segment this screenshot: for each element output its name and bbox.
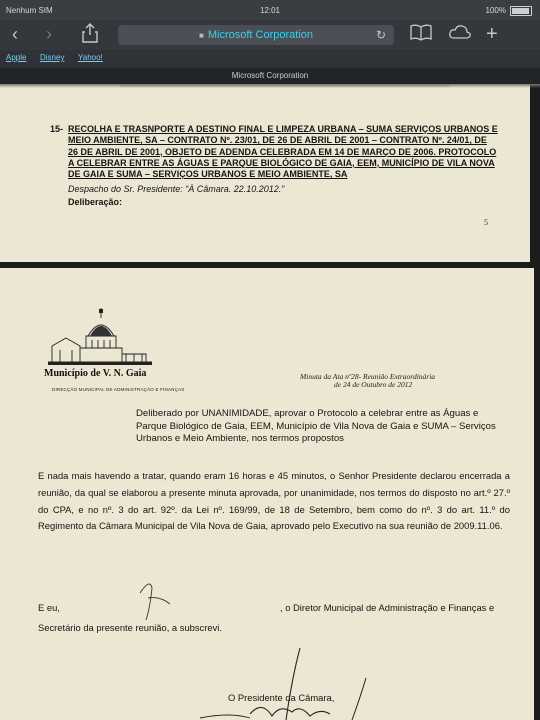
president-signature	[0, 268, 534, 720]
reload-icon[interactable]: ↻	[375, 28, 386, 42]
tab-title: Microsoft Corporation	[0, 68, 540, 84]
url-text: Microsoft Corporation	[207, 29, 313, 41]
chevron-right-icon[interactable]: ›	[46, 24, 52, 44]
e-eu-text: E eu,	[38, 602, 60, 613]
deliberado-paragraph: Deliberado por UNANIMIDADE, aprovar o Protocolo a celebrar entre as Águas e Parque Biológico de Gaia, EEM, Município de Vila Nova de Gaia e SUMA – Serviços Urbanos e Meio Ambiente, nos termos propostos	[136, 408, 496, 444]
status-bar	[0, 0, 540, 20]
plus-icon[interactable]: +	[486, 23, 498, 45]
document-page-1	[0, 84, 530, 262]
deliberacao-label: Deliberação:	[68, 197, 123, 207]
minuta-title: Minuta da Ata nº28- Reunião Extraordinária	[300, 372, 436, 381]
book-icon[interactable]	[410, 23, 432, 46]
bookmark-disney[interactable]: Disney	[40, 53, 65, 62]
bookmark-yahoo[interactable]: Yahoo!	[78, 53, 103, 62]
item-number: 15-	[50, 124, 64, 134]
address-bar[interactable]	[118, 25, 394, 45]
secretario-text: Secretário da presente reunião, a subscrevi.	[38, 622, 222, 633]
minuta-date: de 24 de Outubro de 2012	[334, 380, 413, 389]
lock-icon: ■	[199, 31, 204, 40]
browser-toolbar	[0, 20, 540, 50]
clock: 12:01	[259, 6, 281, 15]
document-page-2	[0, 268, 534, 720]
battery-icon	[510, 6, 532, 16]
bookmarks-bar	[0, 50, 540, 68]
diretor-text: , o Diretor Municipal de Administração e Finanças e	[280, 602, 495, 613]
president-label: O Presidente da Câmara,	[228, 692, 335, 703]
share-icon[interactable]	[82, 23, 98, 48]
closing-paragraph: E nada mais havendo a tratar, quando eram 16 horas e 45 minutos, o Senhor Presidente declarou encerrada a reunião, da qual se elaborou a presente minuta aprovada, por unanimidade, nos termos do disposto no art.º 27.º do CPA, e no nº. 3 do art. 92º. da Lei nº. 169/99, de 18 de Setembro, bem como do nº. 3 do art. 11.º do Regimento da Câmara Municipal de Vila Nova de Gaia, aprovado pelo Executivo na sua reunião de 2009.11.06.	[38, 470, 510, 532]
battery-percent: 100%	[485, 6, 506, 15]
municipality-name: Município de V. N. Gaia	[44, 368, 147, 379]
chevron-left-icon[interactable]: ‹	[12, 24, 18, 44]
carrier-label: Nenhum SIM	[6, 6, 53, 15]
page-shadow	[0, 84, 540, 88]
cloud-icon[interactable]	[448, 23, 472, 46]
page-number: 5	[484, 218, 488, 227]
despacho-text: Despacho do Sr. Presidente: “À Câmara. 22.10.2012.”	[68, 184, 285, 194]
item-title: RECOLHA E TRASNPORTE A DESTINO FINAL E LIMPEZA URBANA – SUMA SERVIÇOS URBANOS E MEIO AMBIENTE, SA – CONTRATO Nº. 23/01, DE 26 DE ABRIL DE 2001 – CONTRATO Nº. 24/01, DE 26 DE ABRIL DE 2001, OBJETO DE ADENDA CELEBRADA EM 14 DE MARÇO DE 2006. PROTOCOLO A CELEBRAR ENTRE AS ÁGUAS E PARQUE BIOLÓGICO DE GAIA, EEM, MUNICÍPIO DE VILA NOVA DE GAIA E SUMA – SERVIÇOS URBANOS E MEIO AMBIENTE, SA	[68, 124, 498, 180]
bookmark-apple[interactable]: Apple	[6, 53, 27, 62]
department-name: DIRECÇÃO MUNICIPAL DE ADMINISTRAÇÃO E FINANÇAS	[52, 387, 185, 392]
